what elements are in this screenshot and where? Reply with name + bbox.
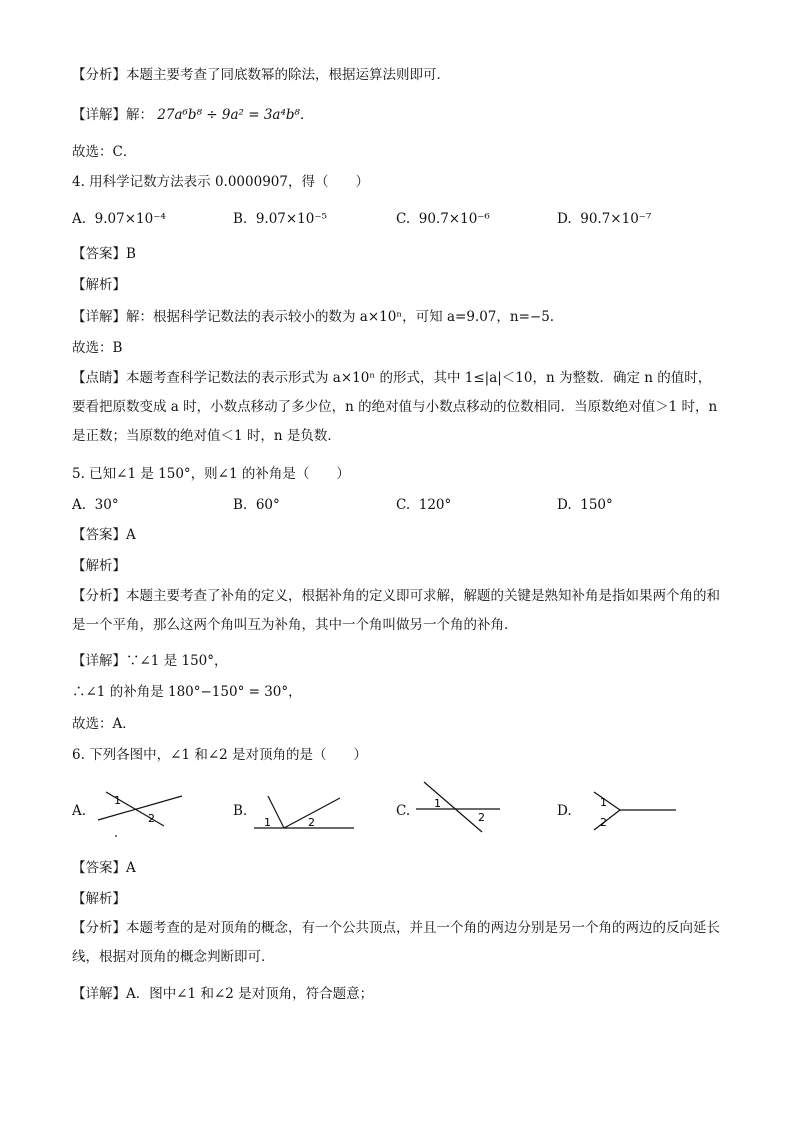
q6-analysis: [72, 914, 724, 972]
q4-option-d: D. 90.7×10⁻⁷: [557, 211, 652, 227]
expr-end: ．: [299, 107, 314, 123]
q5-option-a: A. 30°: [72, 497, 119, 513]
q3-detail: [72, 106, 313, 124]
angle-1-label: 1: [114, 794, 121, 807]
analysis-text: 本题考查的是对顶角的概念，有一个公共顶点，并且一个角的两边分别是另一个角的两边的反向延长线，根据对顶角的概念判断即可．: [72, 920, 720, 965]
q6-jiexi: 【解析】: [72, 891, 126, 907]
angle-1-label: 1: [434, 797, 441, 810]
q5-choose: 故选：A．: [72, 716, 136, 732]
answer-tag: 【答案】: [72, 527, 126, 543]
angle-2-label: 2: [600, 816, 607, 829]
detail-tag: 【详解】: [72, 107, 126, 123]
answer-value: A: [126, 860, 136, 876]
q4-stem: 4. 用科学记数方法表示 0.0000907，得（ ）: [72, 174, 369, 190]
detail-text: 解：根据科学记数法的表示较小的数为 a×10ⁿ，可知 a=9.07，n=−5.: [126, 309, 555, 325]
answer-value: A: [126, 527, 136, 543]
q6-option-d-letter: D.: [557, 803, 572, 819]
answer-tag: 【答案】: [72, 246, 126, 262]
dianjing-tag: 【点睛】: [72, 370, 126, 386]
figure-a-vertical-angles: [92, 772, 192, 842]
q4-detail: [72, 308, 554, 326]
detail-prefix: 解：: [126, 107, 153, 123]
detail-line-1: ∵∠1 是 150°，: [126, 653, 228, 669]
q5-answer: [72, 526, 136, 544]
q6-detail: [72, 985, 373, 1003]
angle-2-label: 2: [148, 812, 155, 825]
figure-b-angles: [254, 790, 359, 835]
q6-stem: 6. 下列各图中，∠1 和∠2 是对顶角的是（ ）: [72, 747, 368, 763]
detail-tag: 【详解】: [72, 986, 126, 1002]
angle-1-label: 1: [264, 816, 271, 829]
detail-text: A．图中∠1 和∠2 是对顶角，符合题意；: [126, 986, 374, 1002]
analysis-tag: 【分析】: [72, 920, 126, 936]
q5-stem: 5. 已知∠1 是 150°，则∠1 的补角是（ ）: [72, 466, 350, 482]
analysis-text: 本题主要考查了同底数幂的除法，根据运算法则即可．: [126, 67, 450, 83]
angle-2-label: 2: [478, 811, 485, 824]
q5-option-c: C. 120°: [396, 497, 452, 513]
q5-detail-2: ∴∠1 的补角是 180°−150° = 30°，: [72, 684, 302, 700]
q4-dianjing: [72, 364, 724, 451]
q4-option-b: B. 9.07×10⁻⁵: [233, 211, 327, 227]
figure-c-angles: [416, 776, 506, 836]
angle-1-label: 1: [600, 796, 607, 809]
q6-option-c-letter: C.: [396, 803, 411, 819]
q4-option-c: C. 90.7×10⁻⁶: [396, 211, 490, 227]
q4-jiexi: 【解析】: [72, 277, 126, 293]
detail-tag: 【详解】: [72, 309, 126, 325]
q4-option-a: A. 9.07×10⁻⁴: [72, 211, 166, 227]
analysis-tag: 【分析】: [72, 67, 126, 83]
answer-tag: 【答案】: [72, 860, 126, 876]
q5-option-d: D. 150°: [557, 497, 613, 513]
q3-choose: 故选：C．: [72, 144, 137, 160]
q5-option-b: B. 60°: [233, 497, 280, 513]
figure-d-angles: [578, 786, 678, 836]
q4-answer: [72, 245, 136, 263]
dianjing-text: 本题考查科学记数法的表示形式为 a×10ⁿ 的形式，其中 1≤|a|＜10，n 为整数．确定 n 的值时，要看把原数变成 a 时，小数点移动了多少位，n 的绝对值与小数点移动的位数相同．当原数绝对值＞1 时，n 是正数；当原数的绝对值＜1 时，n 是负数．: [72, 370, 718, 444]
q5-detail: [72, 652, 228, 670]
analysis-tag: 【分析】: [72, 588, 126, 604]
math-expression: 27a⁶b⁸ ÷ 9a² = 3a⁴b⁸: [157, 107, 300, 123]
q6-answer: [72, 859, 136, 877]
angle-2-label: 2: [308, 816, 315, 829]
detail-tag: 【详解】: [72, 653, 126, 669]
q5-analysis: [72, 582, 724, 640]
q3-analysis: [72, 66, 450, 84]
q4-choose: 故选：B: [72, 340, 123, 356]
q6-option-b-letter: B.: [233, 803, 248, 819]
q5-jiexi: 【解析】: [72, 558, 126, 574]
analysis-text: 本题主要考查了补角的定义，根据补角的定义即可求解，解题的关键是熟知补角是指如果两个角的和是一个平角，那么这两个角叫互为补角，其中一个角叫做另一个角的补角．: [72, 588, 720, 633]
answer-value: B: [126, 246, 136, 262]
q6-option-a-letter: A.: [72, 803, 87, 819]
